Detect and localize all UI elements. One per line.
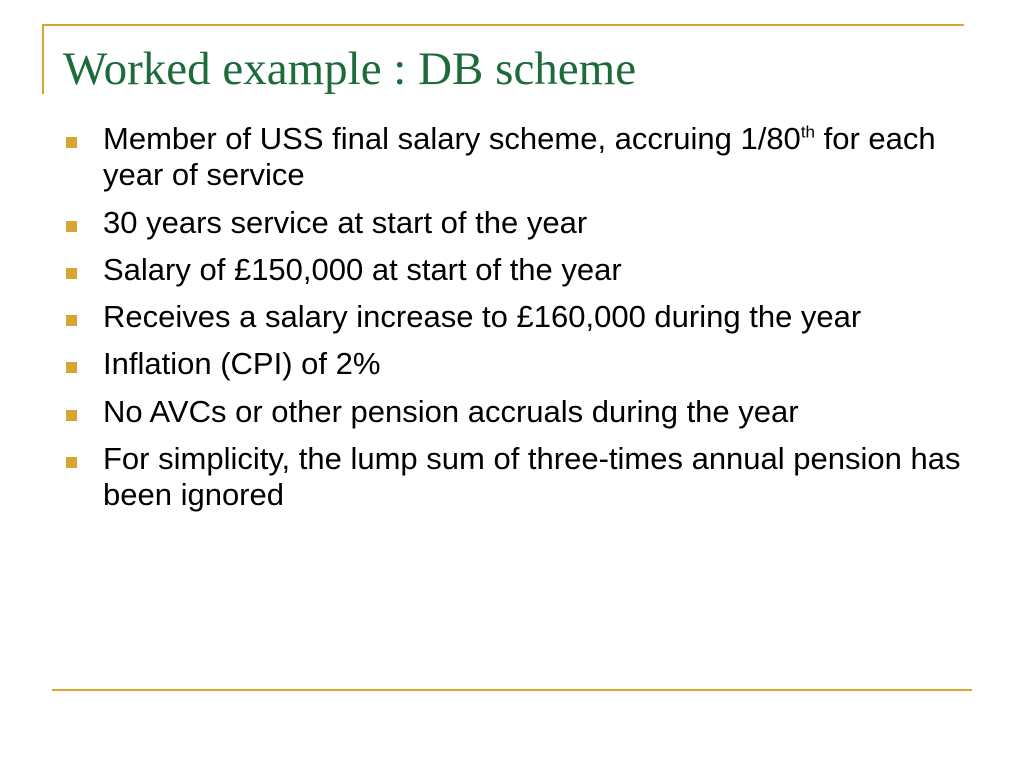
- ordinal-superscript: th: [800, 122, 815, 142]
- square-bullet-icon: [66, 362, 77, 373]
- bullet-list: [66, 121, 966, 524]
- bullet-text-part: for each year of service: [103, 121, 936, 193]
- bullet-text: Salary of £150,000 at start of the year: [103, 251, 622, 287]
- bullet-text: Receives a salary increase to £160,000 during the year: [103, 299, 862, 335]
- square-bullet-icon: [66, 137, 77, 148]
- bullet-item-salary: [66, 252, 966, 288]
- square-bullet-icon: [66, 315, 77, 326]
- bullet-text-part: Member of USS final salary scheme, accruing 1/80: [103, 121, 801, 156]
- slide-title: Worked example : DB scheme: [63, 43, 637, 95]
- square-bullet-icon: [66, 221, 77, 232]
- square-bullet-icon: [66, 410, 77, 421]
- bullet-text: No AVCs or other pension accruals during the year: [103, 393, 799, 429]
- left-accent-rule: [42, 24, 44, 94]
- bottom-accent-rule: [52, 689, 972, 691]
- bullet-item-salary-increase: [66, 299, 966, 335]
- bullet-item-uss-scheme: [66, 121, 966, 194]
- square-bullet-icon: [66, 457, 77, 468]
- bullet-item-inflation: [66, 346, 966, 382]
- square-bullet-icon: [66, 268, 77, 279]
- bullet-text: For simplicity, the lump sum of three-times annual pension has been ignored: [103, 440, 961, 513]
- top-accent-rule: [42, 24, 964, 26]
- bullet-text: [103, 121, 936, 192]
- bullet-item-no-avcs: [66, 394, 966, 430]
- bullet-text: 30 years service at start of the year: [103, 204, 588, 240]
- bullet-text: Inflation (CPI) of 2%: [103, 346, 381, 382]
- bullet-item-years-service: [66, 205, 966, 241]
- bullet-item-lump-sum: [66, 441, 966, 514]
